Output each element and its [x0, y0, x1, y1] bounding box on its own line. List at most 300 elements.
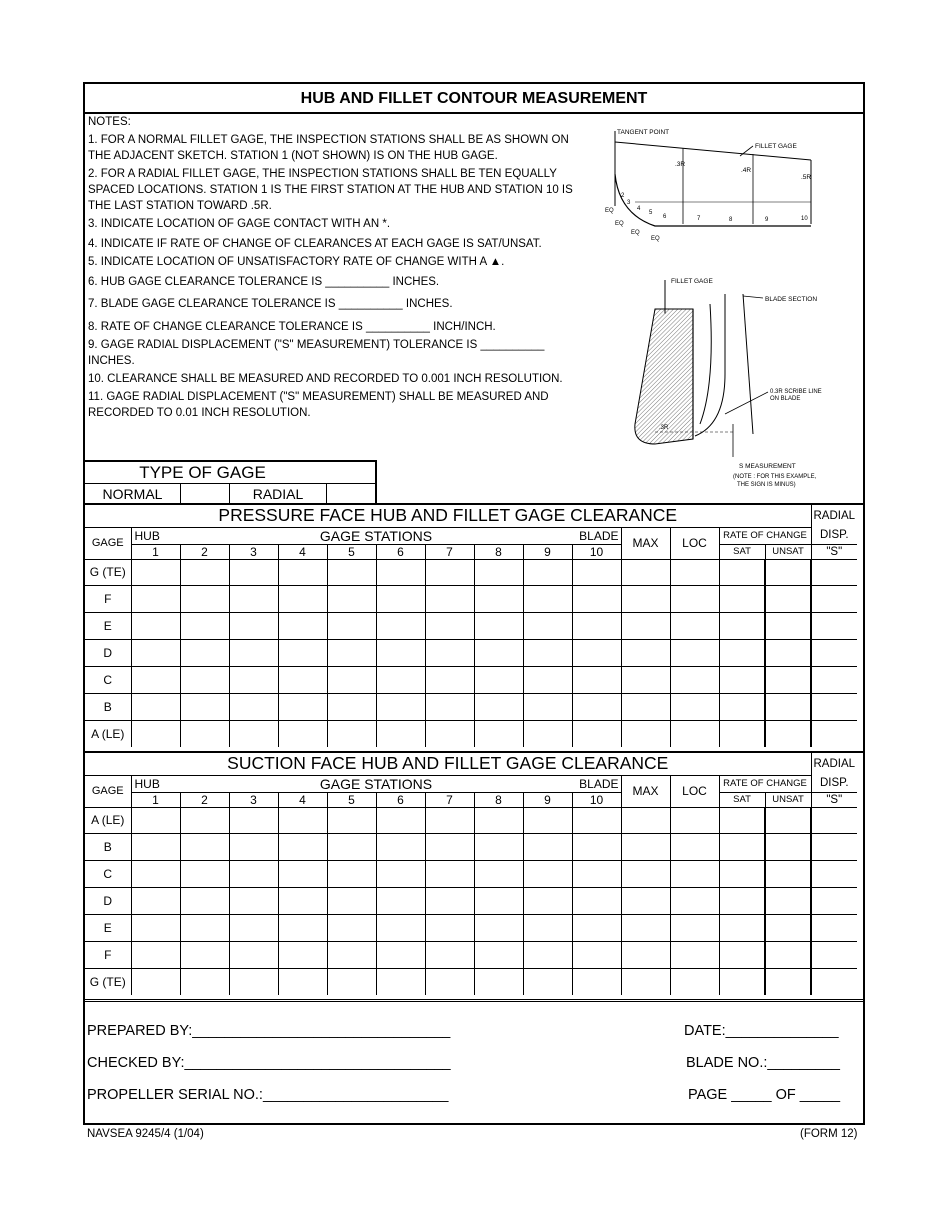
entry-cell[interactable]: [670, 639, 719, 666]
station-1-header: 1: [131, 544, 180, 559]
entry-cell[interactable]: [327, 720, 376, 747]
entry-cell[interactable]: [765, 639, 811, 666]
entry-cell[interactable]: [131, 860, 180, 887]
entry-cell[interactable]: [811, 833, 857, 860]
entry-cell[interactable]: [765, 941, 811, 968]
entry-cell[interactable]: [572, 887, 621, 914]
entry-cell[interactable]: [327, 968, 376, 995]
table-row: [85, 941, 857, 968]
entry-cell[interactable]: [180, 807, 229, 833]
entry-cell[interactable]: [670, 666, 719, 693]
entry-cell[interactable]: [327, 914, 376, 941]
gage-header: GAGE: [85, 527, 131, 559]
entry-cell[interactable]: [229, 720, 278, 747]
entry-cell[interactable]: [572, 693, 621, 720]
entry-cell[interactable]: [523, 833, 572, 860]
entry-cell[interactable]: [670, 807, 719, 833]
pressure-face-section: [85, 503, 863, 752]
entry-cell[interactable]: [278, 914, 327, 941]
entry-cell[interactable]: [425, 833, 474, 860]
entry-cell[interactable]: [811, 887, 857, 914]
entry-cell[interactable]: [523, 585, 572, 612]
table-row: [85, 860, 857, 887]
entry-cell[interactable]: [572, 612, 621, 639]
table-row: [85, 639, 857, 666]
entry-cell[interactable]: [131, 639, 180, 666]
propeller-serial-field[interactable]: PROPELLER SERIAL NO.:_______________________: [87, 1087, 449, 1103]
entry-cell[interactable]: [474, 639, 523, 666]
entry-cell[interactable]: [327, 807, 376, 833]
pressure-heading: PRESSURE FACE HUB AND FILLET GAGE CLEARANCE: [85, 505, 811, 527]
entry-cell[interactable]: [765, 887, 811, 914]
entry-cell[interactable]: [765, 914, 811, 941]
entry-cell[interactable]: [229, 914, 278, 941]
entry-cell[interactable]: [670, 887, 719, 914]
disp-header: DISP.: [811, 775, 857, 792]
entry-cell[interactable]: [572, 941, 621, 968]
note-10: 10. CLEARANCE SHALL BE MEASURED AND RECORDED TO 0.001 INCH RESOLUTION.: [88, 373, 563, 385]
entry-cell[interactable]: [327, 612, 376, 639]
entry-cell[interactable]: [523, 559, 572, 585]
entry-cell[interactable]: [278, 693, 327, 720]
table-row: [85, 968, 857, 995]
entry-cell[interactable]: [572, 833, 621, 860]
entry-cell[interactable]: [811, 559, 857, 585]
station-10: 10: [801, 216, 808, 222]
entry-cell[interactable]: [327, 887, 376, 914]
entry-cell[interactable]: [523, 693, 572, 720]
entry-cell[interactable]: [670, 914, 719, 941]
entry-cell[interactable]: [229, 612, 278, 639]
gage-row-label: G (TE): [85, 968, 131, 995]
entry-cell[interactable]: [719, 720, 765, 747]
entry-cell[interactable]: [719, 559, 765, 585]
entry-cell[interactable]: [572, 639, 621, 666]
entry-cell[interactable]: [474, 559, 523, 585]
table-row: [85, 807, 857, 833]
entry-cell[interactable]: [278, 860, 327, 887]
fillet-gage-sketch: [605, 124, 845, 249]
entry-cell[interactable]: [425, 860, 474, 887]
entry-cell[interactable]: [180, 887, 229, 914]
entry-cell[interactable]: [180, 720, 229, 747]
date-field[interactable]: DATE:______________: [684, 1023, 839, 1039]
note-8: 8. RATE OF CHANGE CLEARANCE TOLERANCE IS __________ INCH/INCH.: [88, 321, 496, 333]
entry-cell[interactable]: [376, 559, 425, 585]
entry-cell[interactable]: [425, 968, 474, 995]
entry-cell[interactable]: [719, 968, 765, 995]
entry-cell[interactable]: [229, 666, 278, 693]
gage-row-label: B: [85, 693, 131, 720]
entry-cell[interactable]: [229, 860, 278, 887]
gage-row-label: C: [85, 666, 131, 693]
station-10-header: 10: [572, 544, 621, 559]
entry-cell[interactable]: [811, 914, 857, 941]
s-header: "S": [811, 792, 857, 807]
entry-cell[interactable]: [131, 833, 180, 860]
entry-cell[interactable]: [474, 914, 523, 941]
entry-cell[interactable]: [278, 612, 327, 639]
entry-cell[interactable]: [376, 807, 425, 833]
entry-cell[interactable]: [719, 807, 765, 833]
scribe-line-label-2: ON BLADE: [770, 396, 801, 402]
entry-cell[interactable]: [523, 807, 572, 833]
station-6-header: 6: [376, 792, 425, 807]
entry-cell[interactable]: [425, 720, 474, 747]
gage-row-label: D: [85, 887, 131, 914]
type-of-gage-box: [85, 460, 377, 503]
entry-cell[interactable]: [180, 914, 229, 941]
entry-cell[interactable]: [765, 612, 811, 639]
entry-cell[interactable]: [474, 807, 523, 833]
entry-cell[interactable]: [229, 968, 278, 995]
note-11: 11. GAGE RADIAL DISPLACEMENT ("S" MEASUREMENT) SHALL BE MEASURED AND RECORDED TO 0.01 INCH RESOLUTION.: [88, 391, 549, 419]
prepared-by-field[interactable]: PREPARED BY:________________________________: [87, 1023, 451, 1039]
entry-cell[interactable]: [621, 968, 670, 995]
entry-cell[interactable]: [229, 559, 278, 585]
table-row: [85, 887, 857, 914]
type-of-gage-heading: TYPE OF GAGE: [85, 462, 375, 484]
entry-cell[interactable]: [376, 833, 425, 860]
hub-header: HUB: [131, 775, 180, 792]
gage-header: GAGE: [85, 775, 131, 807]
entry-cell[interactable]: [131, 612, 180, 639]
entry-cell[interactable]: [376, 693, 425, 720]
entry-cell[interactable]: [278, 833, 327, 860]
entry-cell[interactable]: [474, 693, 523, 720]
station-5-header: 5: [327, 792, 376, 807]
notes-block: [88, 114, 578, 423]
entry-cell[interactable]: [131, 585, 180, 612]
station-3: 3: [627, 200, 631, 206]
entry-cell[interactable]: [376, 860, 425, 887]
entry-cell[interactable]: [327, 585, 376, 612]
entry-cell[interactable]: [670, 693, 719, 720]
entry-cell[interactable]: [425, 693, 474, 720]
station-3-header: 3: [229, 544, 278, 559]
entry-cell[interactable]: [425, 585, 474, 612]
entry-cell[interactable]: [180, 639, 229, 666]
table-row: [85, 666, 857, 693]
type-of-gage-row: [85, 484, 375, 504]
entry-cell[interactable]: [621, 720, 670, 747]
entry-cell[interactable]: [180, 585, 229, 612]
form-frame: [83, 82, 865, 1125]
entry-cell[interactable]: [131, 720, 180, 747]
entry-cell[interactable]: [621, 559, 670, 585]
gage-row-label: F: [85, 585, 131, 612]
station-5-header: 5: [327, 544, 376, 559]
station-4: 4: [637, 206, 641, 212]
entry-cell[interactable]: [131, 914, 180, 941]
entry-cell[interactable]: [327, 666, 376, 693]
entry-cell[interactable]: [131, 807, 180, 833]
entry-cell[interactable]: [670, 941, 719, 968]
entry-cell[interactable]: [327, 941, 376, 968]
entry-cell[interactable]: [376, 887, 425, 914]
entry-cell[interactable]: [765, 585, 811, 612]
radial-label: RADIAL: [230, 484, 327, 504]
entry-cell[interactable]: [719, 693, 765, 720]
entry-cell[interactable]: [278, 585, 327, 612]
entry-cell[interactable]: [327, 833, 376, 860]
scribe-line-label: 0.3R SCRIBE LINE: [770, 389, 822, 395]
blade-no-field[interactable]: BLADE NO.:_________: [686, 1055, 840, 1071]
table-row: [85, 612, 857, 639]
entry-cell[interactable]: [180, 612, 229, 639]
entry-cell[interactable]: [474, 833, 523, 860]
entry-cell[interactable]: [621, 693, 670, 720]
entry-cell[interactable]: [425, 612, 474, 639]
entry-cell[interactable]: [229, 887, 278, 914]
entry-cell[interactable]: [131, 666, 180, 693]
entry-cell[interactable]: [327, 693, 376, 720]
gage-row-label: D: [85, 639, 131, 666]
station-4-header: 4: [278, 792, 327, 807]
entry-cell[interactable]: [621, 941, 670, 968]
fillet-gage-label: FILLET GAGE: [671, 278, 713, 285]
entry-cell[interactable]: [765, 860, 811, 887]
station-4-header: 4: [278, 544, 327, 559]
entry-cell[interactable]: [523, 720, 572, 747]
entry-cell[interactable]: [229, 807, 278, 833]
suction-face-section: [85, 751, 863, 1001]
entry-cell[interactable]: [572, 559, 621, 585]
entry-cell[interactable]: [523, 914, 572, 941]
station-8-header: 8: [474, 544, 523, 559]
gage-row-label: E: [85, 914, 131, 941]
radial-header: RADIAL: [811, 505, 857, 527]
entry-cell[interactable]: [376, 941, 425, 968]
entry-cell[interactable]: [425, 941, 474, 968]
fillet-gage-label: FILLET GAGE: [755, 143, 797, 150]
entry-cell[interactable]: [621, 666, 670, 693]
entry-cell[interactable]: [811, 807, 857, 833]
entry-cell[interactable]: [765, 693, 811, 720]
table-row: [85, 559, 857, 585]
entry-cell[interactable]: [719, 860, 765, 887]
entry-cell[interactable]: [474, 612, 523, 639]
tangent-point-label: TANGENT POINT: [617, 129, 670, 136]
entry-cell[interactable]: [278, 941, 327, 968]
entry-cell[interactable]: [327, 559, 376, 585]
entry-cell[interactable]: [621, 807, 670, 833]
signature-block: [85, 999, 863, 1126]
r5-label: .5R: [801, 174, 812, 181]
entry-cell[interactable]: [765, 968, 811, 995]
entry-cell[interactable]: [131, 941, 180, 968]
entry-cell[interactable]: [621, 833, 670, 860]
entry-cell[interactable]: [765, 807, 811, 833]
entry-cell[interactable]: [670, 585, 719, 612]
entry-cell[interactable]: [180, 968, 229, 995]
gage-row-label: A (LE): [85, 807, 131, 833]
entry-cell[interactable]: [376, 666, 425, 693]
entry-cell[interactable]: [621, 585, 670, 612]
entry-cell[interactable]: [719, 666, 765, 693]
eq-label: EQ: [605, 208, 614, 214]
entry-cell[interactable]: [523, 860, 572, 887]
entry-cell[interactable]: [229, 833, 278, 860]
entry-cell[interactable]: [474, 585, 523, 612]
entry-cell[interactable]: [621, 612, 670, 639]
checked-by-field[interactable]: CHECKED BY:_________________________________: [87, 1055, 451, 1071]
note-4: 4. INDICATE IF RATE OF CHANGE OF CLEARANCES AT EACH GAGE IS SAT/UNSAT.: [88, 238, 542, 250]
sat-header: SAT: [719, 792, 765, 807]
entry-cell[interactable]: [765, 720, 811, 747]
entry-cell[interactable]: [670, 860, 719, 887]
entry-cell[interactable]: [180, 941, 229, 968]
entry-cell[interactable]: [376, 720, 425, 747]
station-10-header: 10: [572, 792, 621, 807]
entry-cell[interactable]: [474, 720, 523, 747]
gage-row-label: G (TE): [85, 559, 131, 585]
entry-cell[interactable]: [425, 914, 474, 941]
entry-cell[interactable]: [621, 860, 670, 887]
station-2: 2: [621, 193, 625, 199]
sketch-note: (NOTE : FOR THIS EXAMPLE,: [733, 474, 817, 480]
station-3-header: 3: [229, 792, 278, 807]
max-header: MAX: [621, 527, 670, 559]
entry-cell[interactable]: [811, 666, 857, 693]
entry-cell[interactable]: [621, 639, 670, 666]
entry-cell[interactable]: [719, 612, 765, 639]
s-header: "S": [811, 544, 857, 559]
entry-cell[interactable]: [278, 639, 327, 666]
entry-cell[interactable]: [811, 860, 857, 887]
entry-cell[interactable]: [572, 914, 621, 941]
entry-cell[interactable]: [474, 887, 523, 914]
entry-cell[interactable]: [376, 585, 425, 612]
entry-cell[interactable]: [278, 720, 327, 747]
entry-cell[interactable]: [572, 968, 621, 995]
entry-cell[interactable]: [572, 860, 621, 887]
eq-label: EQ: [615, 221, 624, 227]
entry-cell[interactable]: [719, 639, 765, 666]
entry-cell[interactable]: [811, 720, 857, 747]
page-of-field[interactable]: PAGE _____ OF _____: [688, 1087, 841, 1103]
blade-section-label: BLADE SECTION: [765, 296, 818, 303]
entry-cell[interactable]: [670, 559, 719, 585]
entry-cell[interactable]: [719, 887, 765, 914]
entry-cell[interactable]: [811, 968, 857, 995]
r3-label: .3R: [659, 425, 669, 431]
entry-cell[interactable]: [811, 585, 857, 612]
entry-cell[interactable]: [523, 887, 572, 914]
entry-cell[interactable]: [376, 914, 425, 941]
eq-label: EQ: [631, 230, 640, 236]
entry-cell[interactable]: [229, 693, 278, 720]
entry-cell[interactable]: [474, 860, 523, 887]
entry-cell[interactable]: [765, 559, 811, 585]
entry-cell[interactable]: [278, 559, 327, 585]
station-9: 9: [765, 217, 769, 223]
entry-cell[interactable]: [180, 693, 229, 720]
pressure-table: [85, 505, 857, 747]
entry-cell[interactable]: [180, 833, 229, 860]
entry-cell[interactable]: [670, 612, 719, 639]
entry-cell[interactable]: [425, 559, 474, 585]
entry-cell[interactable]: [278, 666, 327, 693]
entry-cell[interactable]: [670, 968, 719, 995]
entry-cell[interactable]: [180, 559, 229, 585]
entry-cell[interactable]: [229, 639, 278, 666]
entry-cell[interactable]: [572, 807, 621, 833]
entry-cell[interactable]: [327, 639, 376, 666]
entry-cell[interactable]: [180, 860, 229, 887]
entry-cell[interactable]: [670, 833, 719, 860]
entry-cell[interactable]: [719, 585, 765, 612]
entry-cell[interactable]: [572, 585, 621, 612]
entry-cell[interactable]: [719, 833, 765, 860]
entry-cell[interactable]: [621, 914, 670, 941]
entry-cell[interactable]: [523, 968, 572, 995]
entry-cell[interactable]: [811, 693, 857, 720]
entry-cell[interactable]: [474, 666, 523, 693]
entry-cell[interactable]: [765, 666, 811, 693]
entry-cell[interactable]: [621, 887, 670, 914]
entry-cell[interactable]: [670, 720, 719, 747]
station-8: 8: [729, 217, 733, 223]
entry-cell[interactable]: [229, 585, 278, 612]
entry-cell[interactable]: [811, 612, 857, 639]
entry-cell[interactable]: [523, 941, 572, 968]
note-6: 6. HUB GAGE CLEARANCE TOLERANCE IS __________ INCHES.: [88, 276, 440, 288]
entry-cell[interactable]: [474, 941, 523, 968]
entry-cell[interactable]: [765, 833, 811, 860]
table-row: [85, 693, 857, 720]
entry-cell[interactable]: [572, 720, 621, 747]
entry-cell[interactable]: [425, 666, 474, 693]
entry-cell[interactable]: [425, 887, 474, 914]
entry-cell[interactable]: [376, 968, 425, 995]
note-5: 5. INDICATE LOCATION OF UNSATISFACTORY RATE OF CHANGE WITH A ▲.: [88, 256, 505, 268]
entry-cell[interactable]: [278, 807, 327, 833]
entry-cell[interactable]: [131, 968, 180, 995]
max-header: MAX: [621, 775, 670, 807]
entry-cell[interactable]: [327, 860, 376, 887]
entry-cell[interactable]: [376, 639, 425, 666]
entry-cell[interactable]: [811, 639, 857, 666]
entry-cell[interactable]: [572, 666, 621, 693]
suction-heading: SUCTION FACE HUB AND FILLET GAGE CLEARANCE: [85, 753, 811, 775]
entry-cell[interactable]: [180, 666, 229, 693]
entry-cell[interactable]: [523, 612, 572, 639]
entry-cell[interactable]: [229, 941, 278, 968]
entry-cell[interactable]: [474, 968, 523, 995]
entry-cell[interactable]: [523, 666, 572, 693]
entry-cell[interactable]: [278, 887, 327, 914]
table-row: [85, 720, 857, 747]
entry-cell[interactable]: [131, 887, 180, 914]
radial-check-box[interactable]: [327, 484, 375, 504]
entry-cell[interactable]: [131, 693, 180, 720]
entry-cell[interactable]: [278, 968, 327, 995]
entry-cell[interactable]: [719, 914, 765, 941]
entry-cell[interactable]: [376, 612, 425, 639]
entry-cell[interactable]: [131, 559, 180, 585]
normal-check-box[interactable]: [181, 484, 230, 504]
entry-cell[interactable]: [719, 941, 765, 968]
entry-cell[interactable]: [523, 639, 572, 666]
entry-cell[interactable]: [425, 807, 474, 833]
entry-cell[interactable]: [811, 941, 857, 968]
gage-row-label: E: [85, 612, 131, 639]
entry-cell[interactable]: [425, 639, 474, 666]
station-8-header: 8: [474, 792, 523, 807]
station-2-header: 2: [180, 544, 229, 559]
note-2: 2. FOR A RADIAL FILLET GAGE, THE INSPECTION STATIONS SHALL BE TEN EQUALLY SPACED LOCATIONS. STATION 1 IS THE FIRST STATION AT THE HUB AND STATION 10 IS THE LAST STATION TOWARD .5R.: [88, 168, 573, 212]
